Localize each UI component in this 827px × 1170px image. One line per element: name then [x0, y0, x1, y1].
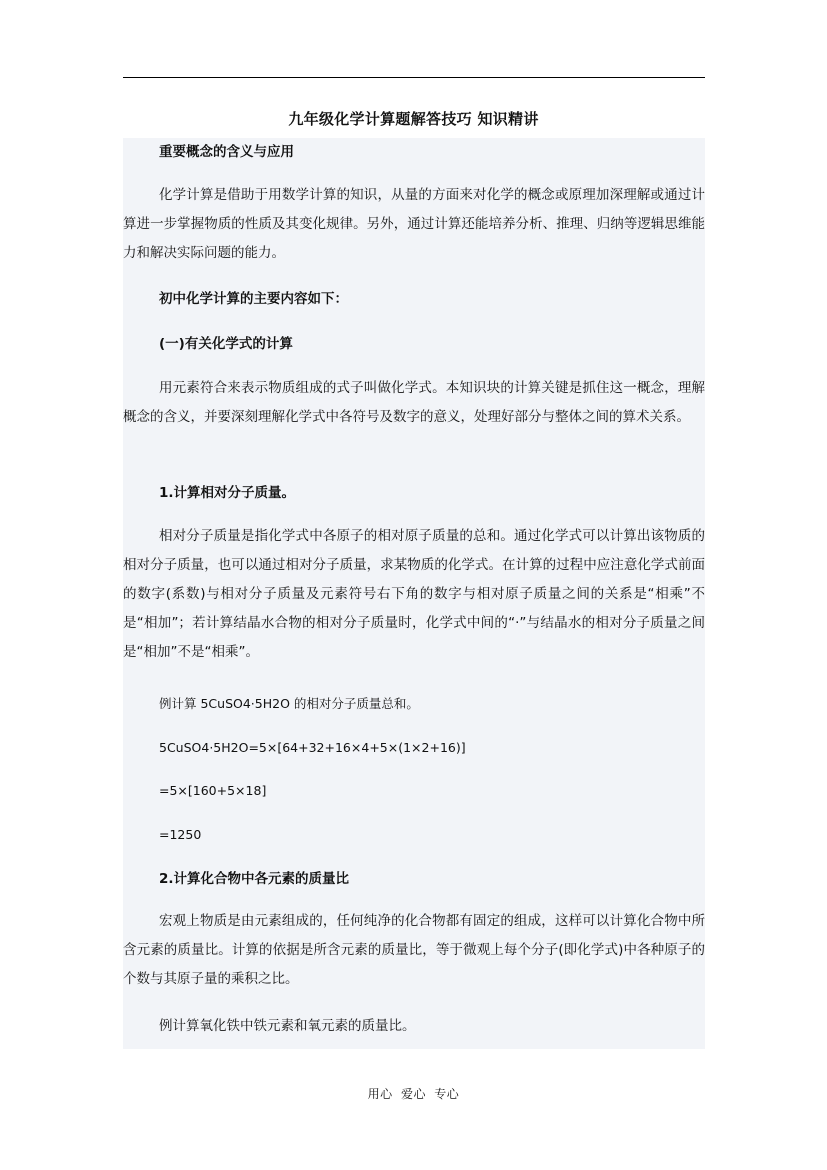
- section-heading-main-content: 初中化学计算的主要内容如下：: [159, 291, 348, 307]
- section-heading-formula-calc: (一)有关化学式的计算: [159, 336, 293, 352]
- formula-paragraph: 用元素符合来表示物质组成的式子叫做化学式。本知识块的计算关键是抓住这一概念，理解概念的含义，并要深刻理解化学式中各符号及数字的意义，处理好部分与整体之间的算术关系。: [123, 380, 705, 425]
- section-heading-concepts: 重要概念的含义与应用: [159, 144, 294, 160]
- page-footer: 用心 爱心 专心: [367, 1087, 460, 1101]
- subheading-mass-ratio: 2.计算化合物中各元素的质量比: [159, 871, 350, 887]
- calc-line-1: 5CuSO4·5H2O=5×[64+32+16×4+5×(1×2+16)]: [159, 740, 466, 755]
- document-title: 九年级化学计算题解答技巧 知识精讲: [288, 110, 539, 128]
- intro-paragraph: 化学计算是借助于用数学计算的知识，从量的方面来对化学的概念或原理加深理解或通过计算进一步掌握物质的性质及其变化规律。另外，通过计算还能培养分析、推理、归纳等逻辑思维能力和解决实际问题的能力。: [123, 187, 705, 261]
- subheading-relative-mass: 1.计算相对分子质量。: [159, 485, 296, 501]
- header-rule: [123, 77, 705, 78]
- calc-line-2: =5×[160+5×18]: [159, 783, 267, 798]
- relative-mass-paragraph: 相对分子质量是指化学式中各原子的相对原子质量的总和。通过化学式可以计算出该物质的相对分子质量，也可以通过相对分子质量，求某物质的化学式。在计算的过程中应注意化学式前面的数字(系数)与相对分子质量及元素符号右下角的数字与相对原子质量之间的关系是“相乘”不是“相加”；若计算结晶水合物的相对分子质量时，化学式中间的“·”与结晶水的相对分子质量之间是“相加”不是“相乘”。: [123, 528, 705, 660]
- mass-ratio-paragraph: 宏观上物质是由元素组成的，任何纯净的化合物都有固定的组成，这样可以计算化合物中所含元素的质量比。计算的依据是所含元素的质量比，等于微观上每个分子(即化学式)中各种原子的个数与其原子量的乘积之比。: [123, 913, 705, 987]
- example-1: 例计算 5CuSO4·5H2O 的相对分子质量总和。: [159, 696, 419, 711]
- calc-line-3: =1250: [159, 827, 202, 842]
- example-2: 例计算氧化铁中铁元素和氧元素的质量比。: [159, 1018, 416, 1034]
